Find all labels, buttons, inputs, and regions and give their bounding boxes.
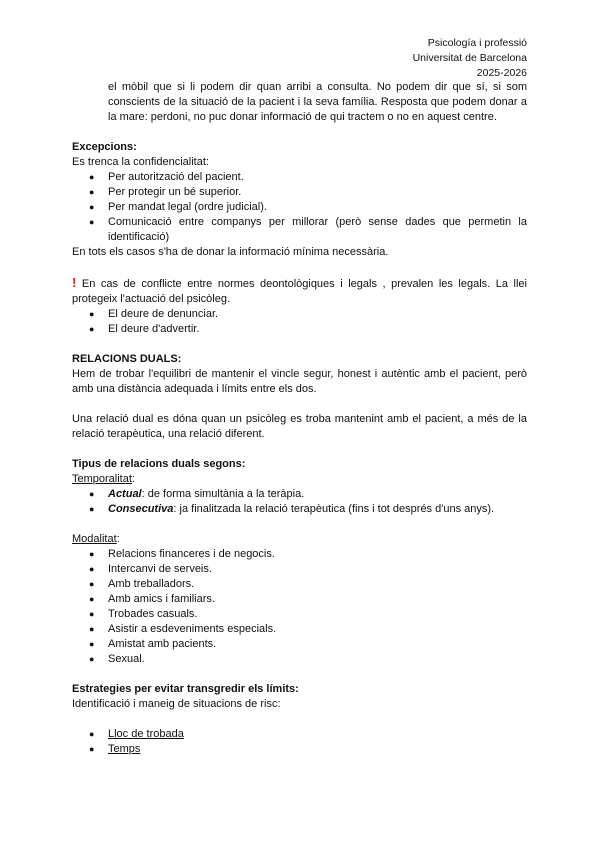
list-item: ● Relacions financeres i de negocis. <box>89 548 275 560</box>
list-item: ● Lloc de trobada <box>89 728 184 740</box>
bullet-icon: ● <box>89 217 95 227</box>
bullet-icon: ● <box>89 579 95 589</box>
list-item: ● Asistir a esdeveniments especials. <box>89 623 277 635</box>
temporal-label: Temporalitat: <box>72 473 135 485</box>
list-item: ● Amistat amb pacients. <box>89 638 217 650</box>
list-item: ● Actual: de forma simultània a la teràpia. <box>89 488 305 500</box>
temporal-list <box>72 487 527 517</box>
intro-continuation: el mòbil que si li podem dir quan arribi a consulta. No podem dir que sí, si som conscients de la situació de la pacient i la seva família. Resposta que podem donar a la mare: perdoni, no puc donar informació de qui tractem o no en aquest centre. <box>108 81 527 123</box>
modality-list <box>72 547 527 667</box>
list-item: ● Per protegir un bé superior. <box>89 186 242 198</box>
dual-paragraph-2: Una relació dual es dóna quan un psicòleg es troba mantenint amb el pacient, a més de la relació terapèutica, una relació diferent. <box>72 413 527 440</box>
conflict-text: En cas de conflicte entre normes deontològiques i legals , prevalen les legals. La llei protegeix l'actuació del psicòleg. <box>72 278 527 305</box>
list-item: ● Intercanvi de serveis. <box>89 563 212 575</box>
strategies-intro: Identificació i maneig de situacions de risc: <box>72 698 281 710</box>
bullet-icon: ● <box>89 594 95 604</box>
list-item: ● Comunicació entre companys per millorar (però sense dades que permetin la identificació) <box>89 216 527 243</box>
list-item: ● Trobades casuals. <box>89 608 198 620</box>
list-item: ● Amb treballadors. <box>89 578 195 590</box>
header-course: Psicología i professió <box>427 37 527 49</box>
bullet-icon: ● <box>89 639 95 649</box>
list-item: ● Per mandat legal (ordre judicial). <box>89 201 267 213</box>
exceptions-heading: Excepcions: <box>72 141 137 153</box>
list-item: ● El deure de denunciar. <box>89 308 219 320</box>
bullet-icon: ● <box>89 549 95 559</box>
bullet-icon: ● <box>89 187 95 197</box>
bullet-icon: ● <box>89 564 95 574</box>
exceptions-list <box>72 170 527 245</box>
bullet-icon: ● <box>89 202 95 212</box>
bullet-icon: ● <box>89 172 95 182</box>
bullet-icon: ● <box>89 654 95 664</box>
dual-relations-heading: RELACIONS DUALS: <box>72 353 182 365</box>
list-item: ● Temps <box>89 743 141 755</box>
bullet-icon: ● <box>89 504 95 514</box>
strategies-heading: Estrategies per evitar transgredir els límits: <box>72 683 299 695</box>
list-item: ● Consecutiva: ja finalitzada la relació terapèutica (fins i tot després d'uns anys). <box>89 503 495 515</box>
modality-label: Modalitat: <box>72 533 120 545</box>
bullet-icon: ● <box>89 624 95 634</box>
page-header <box>413 36 527 81</box>
exceptions-intro: Es trenca la confidencialitat: <box>72 156 209 168</box>
conflict-paragraph <box>72 275 527 307</box>
bullet-icon: ● <box>89 609 95 619</box>
list-item: ● El deure d'advertir. <box>89 323 200 335</box>
list-item: ● Per autorització del pacient. <box>89 171 244 183</box>
bullet-icon: ● <box>89 729 95 739</box>
header-year: 2025-2026 <box>476 67 527 79</box>
exceptions-closing: En tots els casos s'ha de donar la informació mínima necessària. <box>72 246 389 258</box>
list-item: ● Amb amics i familiars. <box>89 593 215 605</box>
strategies-list <box>72 727 527 757</box>
bullet-icon: ● <box>89 324 95 334</box>
conflict-list <box>72 307 527 337</box>
bullet-icon: ● <box>89 309 95 319</box>
types-heading: Tipus de relacions duals segons: <box>72 458 246 470</box>
list-item: ● Sexual. <box>89 653 145 665</box>
bullet-icon: ● <box>89 489 95 499</box>
bullet-icon: ● <box>89 744 95 754</box>
exclamation-icon: ! <box>72 275 77 290</box>
dual-paragraph-1: Hem de trobar l'equilibri de mantenir el vincle segur, honest i autèntic amb el pacient, però amb una distància adequada i límits entre els dos. <box>72 368 527 395</box>
document-body <box>72 80 527 757</box>
header-university: Universitat de Barcelona <box>412 52 527 64</box>
